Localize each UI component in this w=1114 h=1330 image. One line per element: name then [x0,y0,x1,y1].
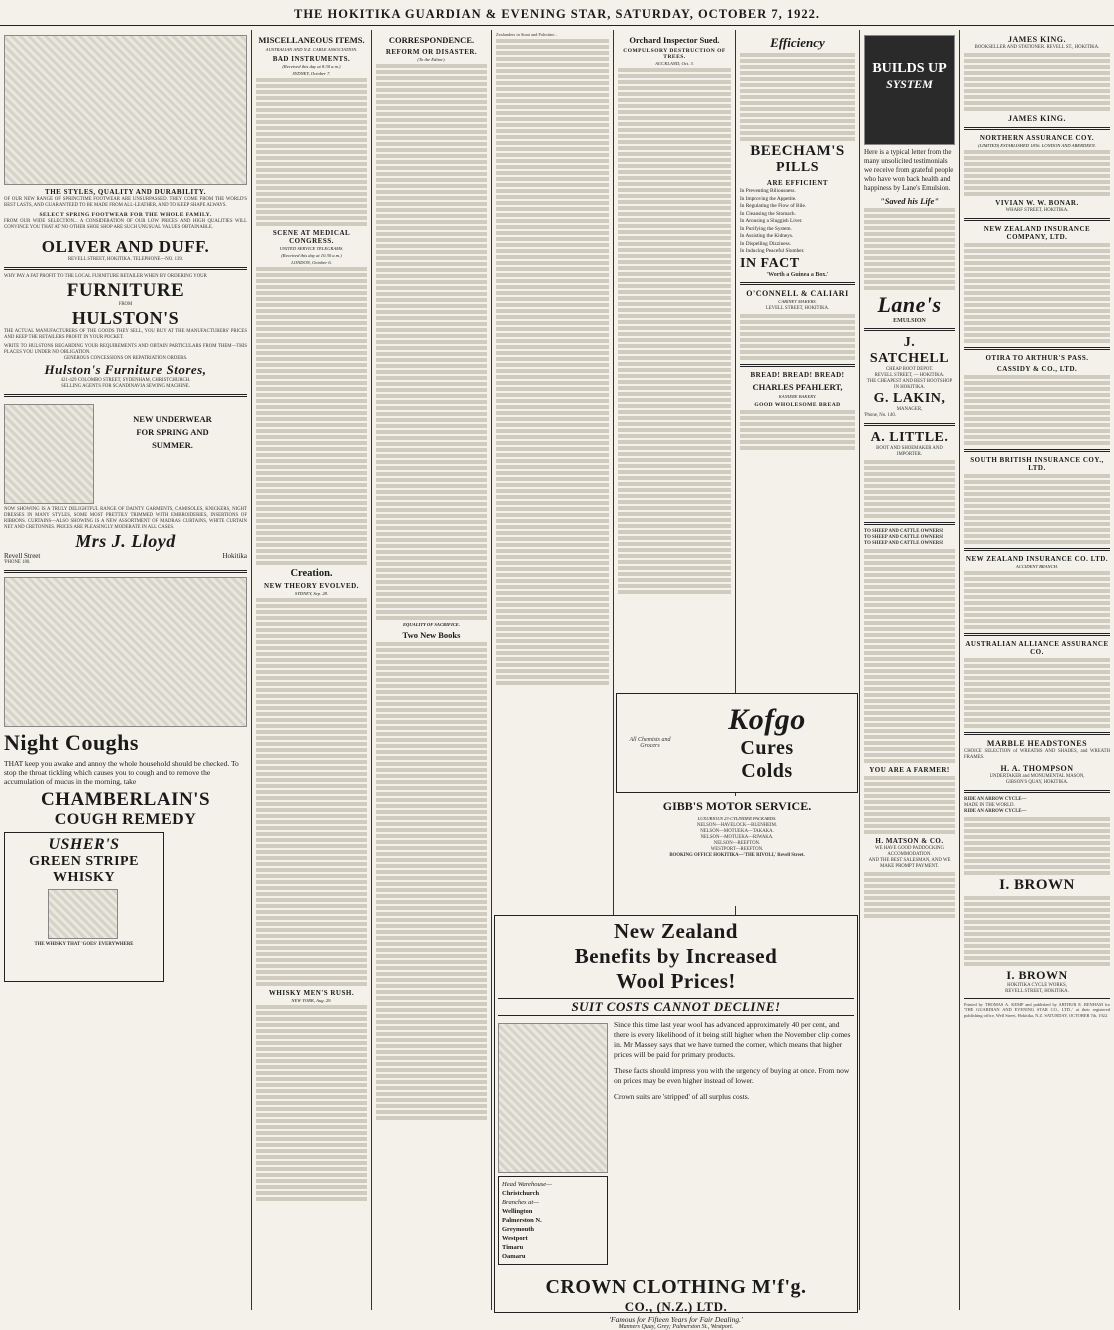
footwear-illustration [4,35,247,185]
crown-famous: 'Famous for Fifteen Years for Fair Dealing.' [609,1315,743,1324]
suit-facts: These facts should impress you with the urgency of buying at once. From now on prices may be even higher instead of lower. [614,1066,850,1085]
emulsion: EMULSION [893,318,926,324]
column-3 [372,30,492,1310]
scene-heading: SCENE AT MEDICAL CONGRESS. [272,229,351,245]
sheep-line-3: TO SHEEP AND CATTLE OWNERS! [864,541,944,546]
bookseller: BOOKSELLER AND STATIONER. REVELL ST., HOKITIKA. [974,45,1100,50]
kofgo-cures: Cures [740,737,794,759]
usher-ad [4,832,164,982]
lady-illustration [4,404,94,504]
orchard-heading: Orchard Inspector Sued. [629,35,720,45]
suit-costs: SUIT COSTS CANNOT DECLINE! [498,998,854,1016]
crown-heading: CROWN CLOTHING M'f'g. [545,1276,807,1298]
branches-box [498,1176,608,1265]
article-text [864,549,955,763]
article-text [376,642,487,1120]
article-text [964,150,1110,196]
article-text [964,243,1110,343]
printed-by: Printed by THOMAS A. KEMP and published by ARTHUR E. BENHAM for 'THE GUARDIAN AND EVENING STAR CO., LTD.,' at their registered publishing office, Well Street, Hokitika, N.Z. SATURDAY, OCTOBER 7th, 1922. [964,1002,1110,1018]
oconnell-heading: O'CONNELL & CALIARI [746,288,849,298]
undertaker: UNDERTAKER and MONUMENTAL MASON, [989,774,1085,779]
eff-item: In Purifying the System. [740,225,792,232]
from-label: FROM [118,302,133,307]
article-text [964,896,1110,966]
article-text [864,776,955,834]
marble-heading: MARBLE HEADSTONES [986,739,1088,748]
arrow-line-3: RIDE AN ARROW CYCLE— [964,809,1027,814]
sydney-dateline: SYDNEY, October 7. [292,71,331,76]
suit-stripped: Crown suits are 'stripped' of all surplus costs. [614,1092,750,1101]
arrow-line-1: RIDE AN ARROW CYCLE— [964,797,1027,802]
south-british-heading: SOUTH BRITISH INSURANCE COY., LTD. [970,456,1104,472]
builds-up: BUILDS UP [872,61,947,76]
northern-limited: (LIMITED) ESTABLISHED 1836. LONDON AND ABERDEEN. [977,143,1097,148]
cheapest: THE CHEAPEST AND BEST BOOTSHOP IN HOKITIKA. [866,379,953,390]
write-body: WRITE TO HULSTONS REGARDING YOUR REQUIREMENTS AND OBTAIN PARTICULARS FROM THEM—THIS PLACES YOU UNDER NO OBLIGATION. [4,344,247,355]
article-text [618,68,731,594]
eff-item: In Dispelling Dizziness. [740,240,792,247]
eff-item: In Preventing Biliousness. [740,188,796,194]
night-coughs-heading: Night Coughs [4,730,139,755]
lakin-name: G. LAKIN, [873,391,946,406]
lloyd-body: NOW SHOWING IS A TRULY DELIGHTFUL RANGE OF DAINTY GARMENTS, CAMISOLES, KNICKERS, NIGHT DRESSES IN MANY STYLES, SOME MOST PRETTILY TRIMMED WITH EMBROIDERIES, INSERTIONS OF RIBBONS. CURTAINS—ALSO SHOWING IS A NEW ASSORTMENT OF MADRAS CURTAINS, WHITE CURTAIN NET AND CRETONNES. PRICES ARE PLEASINGLY MODERATE IN ALL CASES. [4,507,247,530]
united-service: UNITED SERVICE TELEGRAMS. [279,246,344,251]
furniture-heading: FURNITURE [66,280,185,301]
column-7 [860,30,960,1310]
lakin-manager: MANAGER, [896,407,923,412]
article-text [864,872,955,918]
in-fact: IN FACT [740,255,800,271]
builds-system: SYSTEM [886,77,933,91]
nz-insurance-2-heading: NEW ZEALAND INSURANCE CO. LTD. [965,555,1109,563]
usher-line-1: USHER'S [48,836,120,853]
gibbs-route-4: NELSON—REEFTON. [713,841,761,846]
nz-heading-2: Benefits by Increased [574,944,778,968]
column-8 [960,30,1114,1310]
reform-heading: REFORM OR DISASTER. [385,48,478,56]
article-start: Zealanders in Sinai and Palestine... [496,32,558,37]
article-text [256,78,367,226]
eff-item: In Regulating the Flow of Bile. [740,203,807,209]
beecham-line-2: PILLS [776,160,819,175]
underwear-line-1: NEW UNDERWEAR [133,414,212,424]
crown-co: CO., (N.Z.) LTD. [624,1299,728,1314]
lloyd-address [4,552,247,560]
underwear-ad [4,401,247,507]
wholesome-bread: GOOD WHOLESOME BREAD [754,401,841,408]
cabinet-makers: CABINET MAKERS. [778,298,817,304]
oliver-address: REVELL STREET, HOKITIKA. TELEPHONE—NO. 139. [67,257,184,262]
cheap-boot: CHEAP BOOT DEPOT. [885,367,934,372]
article-text [964,658,1110,728]
crown-address: Manners Quay, Grey; Palmerston St., Westport. [618,1324,734,1330]
gibbs-route-3: NELSON—MOTUEKA—RIWAKA. [700,835,774,840]
hulston-address: 421-429 COLOMBO STREET, SYDENHAM, CHRISTCHURCH. [60,378,191,383]
pfahlert-name: CHARLES PFAHLERT, [752,381,843,392]
are-efficient: ARE EFFICIENT [766,179,829,187]
styles-heading: THE STYLES, QUALITY AND DURABILITY. [45,188,206,196]
chamberlain-line-1: CHAMBERLAIN'S [40,789,211,810]
eff-item: In Assisting the Kidneys. [740,233,794,239]
james-king-heading: JAMES KING. [1008,35,1066,44]
northern-heading: NORTHERN ASSURANCE COY. [979,134,1095,142]
coughs-body: THAT keep you awake and annoy the whole household should be checked. To stop the throat tickling which causes you to cough and to remove the accumulation of mucus in the morning, take [4,759,239,786]
hulston-agents: SELLING AGENTS FOR SCANDINAVIA SEWING MACHINE. [61,384,190,389]
you-are-farmer: YOU ARE A FARMER! [869,766,950,774]
usher-line-2: GREEN STRIPE [29,854,139,869]
sheep-line-1: TO SHEEP AND CATTLE OWNERS! [864,529,944,534]
bad-instruments: BAD INSTRUMENTS. [272,55,351,63]
article-text [864,460,955,518]
new-theory: NEW THEORY EVOLVED. [264,582,359,590]
article-text [256,267,367,565]
nz-heading-3: Wool Prices! [616,969,736,993]
article-text [376,64,487,620]
received-2: (Received this day at 10.30 a.m.) [281,253,342,258]
article-text [964,571,1110,629]
branch: Wellington [502,1208,533,1215]
article-text [496,39,609,685]
received-1: (Received this day at 8.30 a.m.) [282,64,341,69]
thompson-name: H. A. THOMPSON [1000,764,1074,773]
two-books-heading: Two New Books [402,630,461,640]
kofgo-heading: Kofgo [728,703,806,736]
article-text [964,817,1110,875]
kofgo-ad [616,693,858,793]
builds-up-ad [864,35,955,145]
branches-label: Branches at— [502,1199,540,1206]
marble-choice: CHOICE SELECTION of WREATHS AND SHADES, and WREATH FRAMES. [964,749,1110,760]
article-text [256,1005,367,1201]
usher-line-4: THE WHISKY THAT 'GOES' EVERYWHERE [34,942,134,947]
kofgo-colds: Colds [741,760,793,782]
kofgo-chemists: All Chemists and Grocers [629,737,671,749]
article-text [256,598,367,986]
branch: Westport [502,1235,528,1242]
eff-item: In Cleansing the Stomach. [740,210,796,217]
gibbs-booking: BOOKING OFFICE HOKITIKA—'THE RIVOLI,' Revell Street. [669,853,805,858]
correspondence-heading: CORRESPONDENCE. [388,35,475,45]
hulston-heading: HULSTON'S [71,308,180,328]
underwear-line-2: FOR SPRING AND [136,427,209,437]
article-text [740,314,855,360]
gibbs-heading: GIBB'S MOTOR SERVICE. [662,799,812,813]
lanes-intro: Here is a typical letter from the many unsolicited testimonials we receive from grateful people who have won back health and happiness by Lane's Emulsion. [864,148,954,192]
equality-sig: EQUALITY OF SACRIFICE. [402,622,461,627]
whisky-rush: WHISKY MEN'S RUSH. [268,989,355,997]
head-warehouse: Head Warehouse— [502,1181,552,1188]
lloyd-phone: 'PHONE 180. [4,560,31,565]
efficiency-heading: Efficiency [770,35,825,50]
branch: Oamaru [502,1253,526,1260]
otira-heading: OTIRA TO ARTHUR'S PASS. [985,354,1089,362]
lanes-heading: Lane's [877,292,942,317]
revell-brown: REVELL STREET, HOKITIKA. [1005,989,1069,994]
article-text [964,474,1110,544]
night-coughs-illustration [4,577,247,727]
select-line: SELECT SPRING FOOTWEAR FOR THE WHOLE FAMILY. [39,212,212,218]
oliver-name: OLIVER AND DUFF. [41,237,210,256]
branch: Palmerston N. [502,1217,542,1224]
nz-heading-1: New Zealand [614,919,738,943]
australian-alliance: AUSTRALIAN ALLIANCE ASSURANCE CO. [965,640,1109,656]
eff-item: In Inducing Peaceful Slumber. [740,248,805,254]
underwear-line-3: SUMMER. [152,440,193,450]
christchurch: Christchurch [502,1190,540,1197]
cassidy-heading: CASSIDY & CO., LTD. [996,365,1078,373]
new-york-dateline: NEW YORK, Aug. 29. [291,998,332,1003]
nz-insurance-heading: NEW ZEALAND INSURANCE COMPANY, LTD. [983,225,1091,241]
brown-name: I. BROWN [999,877,1075,893]
lloyd-street: Revell Street [4,552,41,560]
sheep-line-2: TO SHEEP AND CATTLE OWNERS! [864,535,944,540]
satchell-name: J. SATCHELL [869,335,950,366]
london-dateline: LONDON, October 6. [291,260,332,265]
lloyd-town: Hokitika [222,552,247,560]
worth-guinea: 'Worth a Guinea a Box.' [766,271,829,278]
vivian-name: VIVIAN W. W. BONAR. [995,199,1079,207]
chamberlain-line-2: COUGH REMEDY [54,811,197,828]
levell-street: LEVELL STREET, HOKITIKA. [765,305,830,311]
column-2 [252,30,372,1310]
concessions: GENEROUS CONCESSIONS ON REPATRIATION ORDERS. [63,356,188,361]
creation-heading: Creation. [290,568,333,579]
efficiency-list [740,188,855,256]
bottle-illustration [48,889,118,939]
suit-body: Since this time last year wool has advanced approximately 40 per cent, and there is every likelihood of it being still higher when the November clip comes in. Mr Massey says that we have turned the corner, which means that higher prices will be paid for primary products. [614,1020,851,1059]
branch: Greymouth [502,1226,535,1233]
little-name: A. LITTLE. [870,430,949,445]
misc-heading: MISCELLANEOUS ITEMS. [258,35,365,45]
accident-branch: ACCIDENT BRANCH. [1015,564,1059,569]
article-text [740,53,855,141]
kaniere-bakery: KANIERE BAKERY. [778,393,817,399]
hulston-body: THE ACTUAL MANUFACTURERS OF THE GOODS THEY SELL, YOU BUY AT THE MANUFACTURERS' PRICES AND KEEP THE RETAILERS PROFIT IN YOUR POCKET. [4,329,247,340]
article-text [864,208,955,290]
james-king-footer: JAMES KING. [1008,114,1066,123]
article-text [964,53,1110,111]
compulsory-heading: COMPULSORY DESTRUCTION OF TREES. [623,48,726,60]
article-text [964,375,1110,445]
crown-clothing-ad [494,915,858,1330]
masthead: THE HOKITIKA GUARDIAN & EVENING STAR, SATURDAY, OCTOBER 7, 1922. [0,2,1114,26]
revell-street: REVELL STREET, — HOKITIKA. [874,373,945,378]
man-illustration [498,1023,608,1173]
misc-sub: AUSTRALIAN AND N.Z. CABLE ASSOCIATION. [265,47,358,52]
selection-body: FROM OUR WIDE SELECTION... A CONSIDERATION OF OUR LOW PRICES AND HIGH QUALITIES WILL CONVINCE YOU THAT AT NO OTHER SHOE SHOP ARE SUCH UNUSUAL VALUES OBTAINABLE. [4,219,247,230]
hokitika-cycle: HOKITIKA CYCLE WORKS, [1007,983,1067,988]
gibbs-luxurious: LUXURIOUS 23-CYLINDER PACKARDS. [697,816,777,821]
beecham-line-1: BEECHAM'S [750,143,845,159]
branch: Timaru [502,1244,524,1251]
gibbs-ad [616,796,858,906]
wharf-street: WHARF STREET, HOKITIKA. [1005,208,1069,213]
gibbs-route-1: NELSON—HAVELOCK—BLENHEIM. [696,823,778,828]
fat-profit: WHY PAY A FAT PROFIT TO THE LOCAL FURNITURE RETAILER WHEN BY ORDERING YOUR [4,274,207,279]
gibbs-route-5: WESTPORT—REEFTON. [710,847,764,852]
lakin-phone: 'Phone, No. 140. [864,413,896,418]
gibson-quay: GIBSON'S QUAY, HOKITIKA. [1005,780,1069,785]
boot-shoemaker: BOOT AND SHOEMAKER AND IMPORTER. [876,446,943,457]
gibbs-route-2: NELSON—MOTUEKA—TAKAKA. [700,829,774,834]
arrow-line-2: MADE IN THE WORLD. [964,803,1015,808]
brown-name-2: I. BROWN [1006,968,1068,982]
eff-item: In Improving the Appetite. [740,195,797,202]
good-paddocking: WE HAVE GOOD PADDOCKING ACCOMMODATION. [875,846,944,857]
to-editor: (To the Editor). [417,57,446,62]
hulston-stores: Hulston's Furniture Stores, [44,362,207,377]
sydney-sept: SYDNEY, Sep. 28. [294,591,329,596]
best-salesman: AND THE BEST SALESMAN, AND WE MAKE PROMPT PAYMENT. [868,858,951,869]
bread-line: BREAD! BREAD! BREAD! [750,370,845,379]
auckland-dateline: AUCKLAND, Oct. 3. [655,61,694,66]
matson-name: H. MATSON & CO. [875,837,944,845]
eff-item: In Arousing a Sluggish Liver. [740,218,803,224]
lloyd-name: Mrs J. Lloyd [75,531,176,551]
column-1 [0,30,252,1310]
usher-line-3: WHISKY [52,870,116,885]
article-text [740,410,855,450]
styles-body: OF OUR NEW RANGE OF SPRINGTIME FOOTWEAR ARE UNSURPASSED. THEY COME FROM THE WORLD'S BEST LASTS, AND GUARANTEED TO BE MADE FROM ALL-LEATHER, AND TO KEEP SHAPE ALWAYS. [4,197,247,208]
saved-heading: "Saved his Life" [879,196,939,206]
